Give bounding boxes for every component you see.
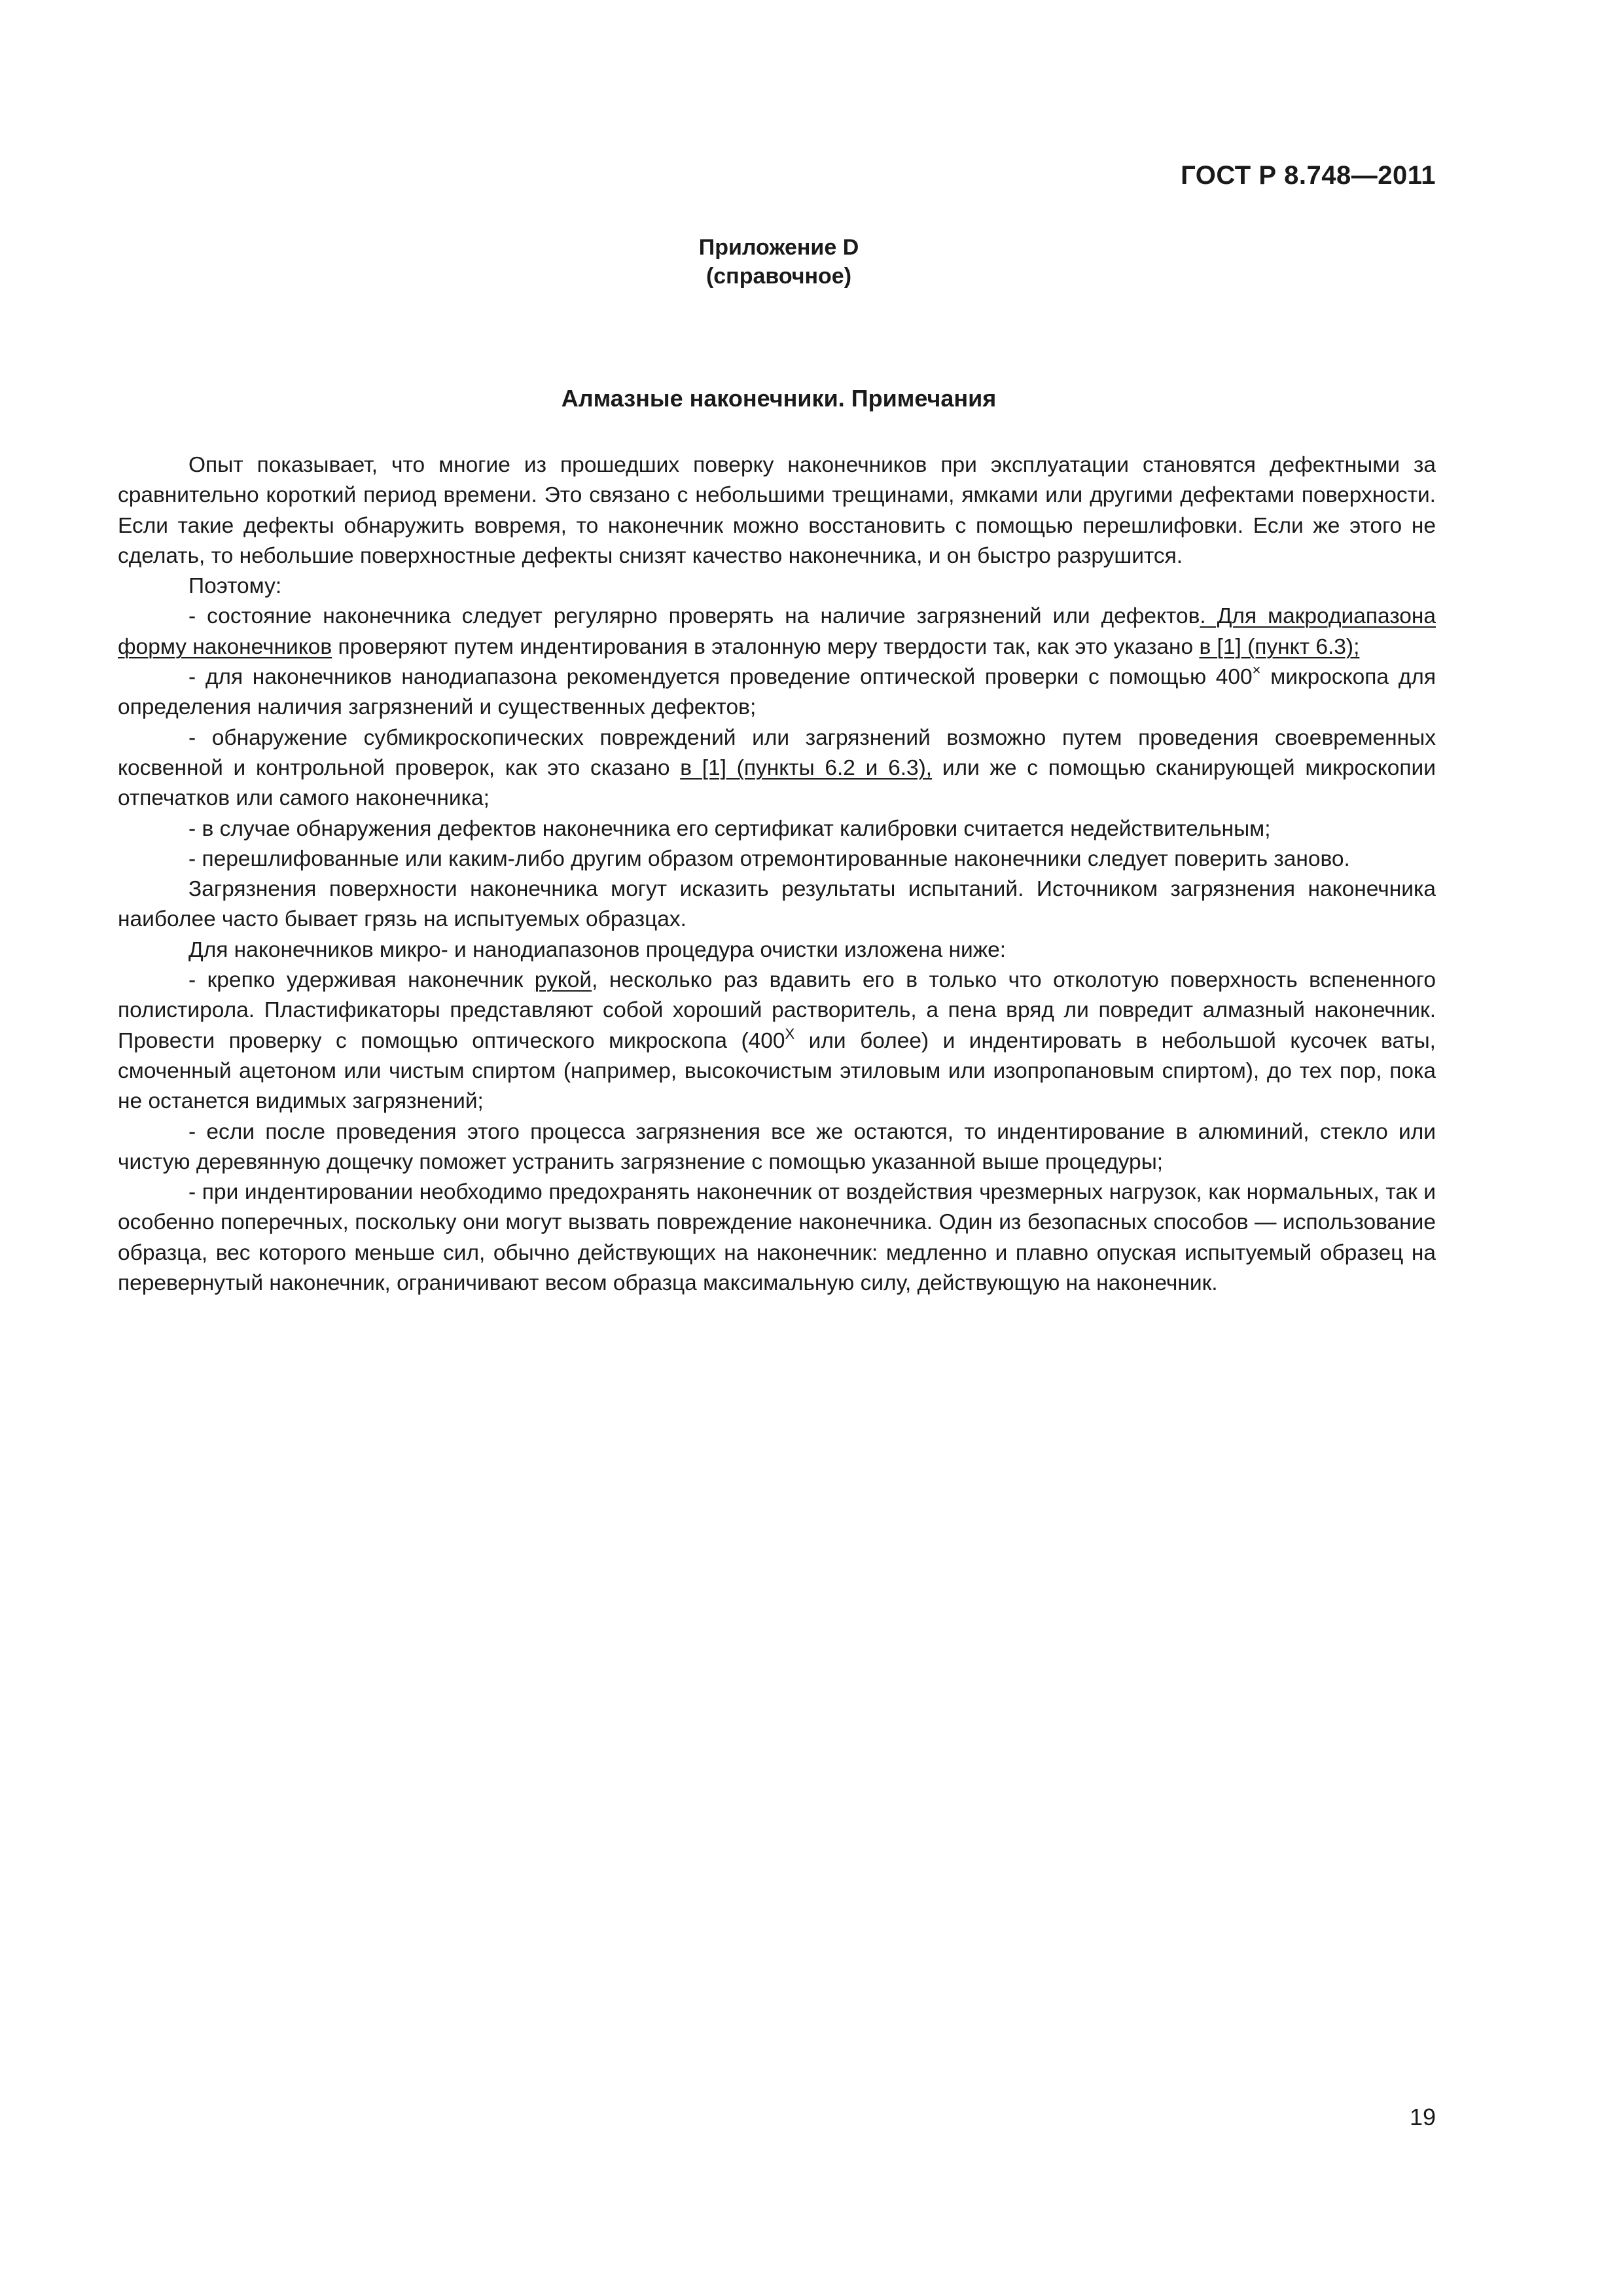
underlined-text: рукой [534,968,592,993]
list-item-load-protection: - при индентировании необходимо предохранять наконечник от воздействия чрезмерных нагрузок, как нормальных, так и особенно поперечных, поскольку они могут вызвать повреждение наконечника. Один из безопасных способов — использование образца, вес которого меньше сил, обычно действующих на наконечник: медленно и плавно опуская испытуемый образец на перевернутый наконечник, ограничивают весом образца максимальную силу, действующую на наконечник. [118,1180,1436,1296]
text-run: - обнаружение субмикроскопических повреждений или загрязнений возможно путем проведения своевременных косвенной и контрольной проверок, как это сказано [118,725,1436,780]
superscript: X [785,1025,795,1042]
appendix-title: Приложение D [698,235,859,260]
list-item-optical-check [118,662,1436,723]
superscript: × [1252,662,1261,679]
paragraph-therefore: Поэтому: [188,574,282,599]
document-body [118,450,1436,1299]
appendix-subtitle: (справочное) [705,264,852,289]
section-title: Алмазные наконечники. Примечания [561,385,997,412]
text-run: микроскопа для определения наличия загрязнений и существенных дефектов; [118,665,1436,720]
reference-link: в [1] (пункты 6.2 и 6.3), [680,755,933,780]
text-run: , несколько раз вдавить его в только что отколотую поверхность вспененного полистирола. Пластификаторы представляют собой хороший растворитель, а пена вряд ли повредит алмазный наконечник. Провести проверку с помощью оптического микроскопа (400 [118,968,1436,1053]
text-run: - состояние наконечника следует регулярно проверять на наличие загрязнений или дефектов [188,604,1200,629]
reference-link: в [1] (пункт 6.3); [1199,634,1360,659]
text-run: проверяют путем индентирования в эталонную меру твердости так, как это указано [332,634,1200,659]
underlined-text: . Для макродиапазона форму наконечников [118,604,1436,659]
paragraph-procedure-intro: Для наконечников микро- и нанодиапазонов процедура очистки изложена ниже: [188,937,1007,962]
list-item-certificate-invalid: - в случае обнаружения дефектов наконечника его сертификат калибровки считается недействительным; [188,816,1271,841]
text-run: или же с помощью сканирующей микроскопии отпечатков или самого наконечника; [118,755,1436,811]
paragraph-contamination: Загрязнения поверхности наконечника могут исказить результаты испытаний. Источником загрязнения наконечника наиболее часто бывает грязь на испытуемых образцах. [118,877,1436,932]
paragraph-intro: Опыт показывает, что многие из прошедших поверку наконечников при эксплуатации становятся дефектными за сравнительно короткий период времени. Это связано с небольшими трещинами, ямками или другими дефектами поверхности. Если такие дефекты обнаружить вовремя, то наконечник можно восстановить с помощью перешлифовки. Если же этого не сделать, то небольшие поверхностные дефекты снизят качество наконечника, и он быстро разрушится. [118,453,1436,568]
list-item-aluminium-indent: - если после проведения этого процесса загрязнения все же остаются, то индентирование в алюминий, стекло или чистую деревянную дощечку поможет устранить загрязнение с помощью указанной выше процедуры; [118,1119,1436,1174]
list-item-foam-cleaning [118,965,1436,1117]
appendix-heading [0,233,1558,291]
text-run: - для наконечников нанодиапазона рекомендуется проведение оптической проверки с помощью 400 [188,665,1253,690]
list-item-submicroscopic-damage [118,723,1436,814]
page-number: 19 [1409,2104,1436,2130]
text-run: - крепко удерживая наконечник [188,968,535,993]
standard-code: ГОСТ Р 8.748—2011 [1181,161,1436,190]
list-item-check-contamination [118,601,1436,662]
list-item-reverify: - перешлифованные или каким-либо другим образом отремонтированные наконечники следует поверить заново. [188,846,1350,871]
text-run: или более) и индентировать в небольшой кусочек ваты, смоченный ацетоном или чистым спиртом (например, высокочистым этиловым или изопропановым спиртом), до тех пор, пока не останется видимых загрязнений; [118,1028,1436,1114]
